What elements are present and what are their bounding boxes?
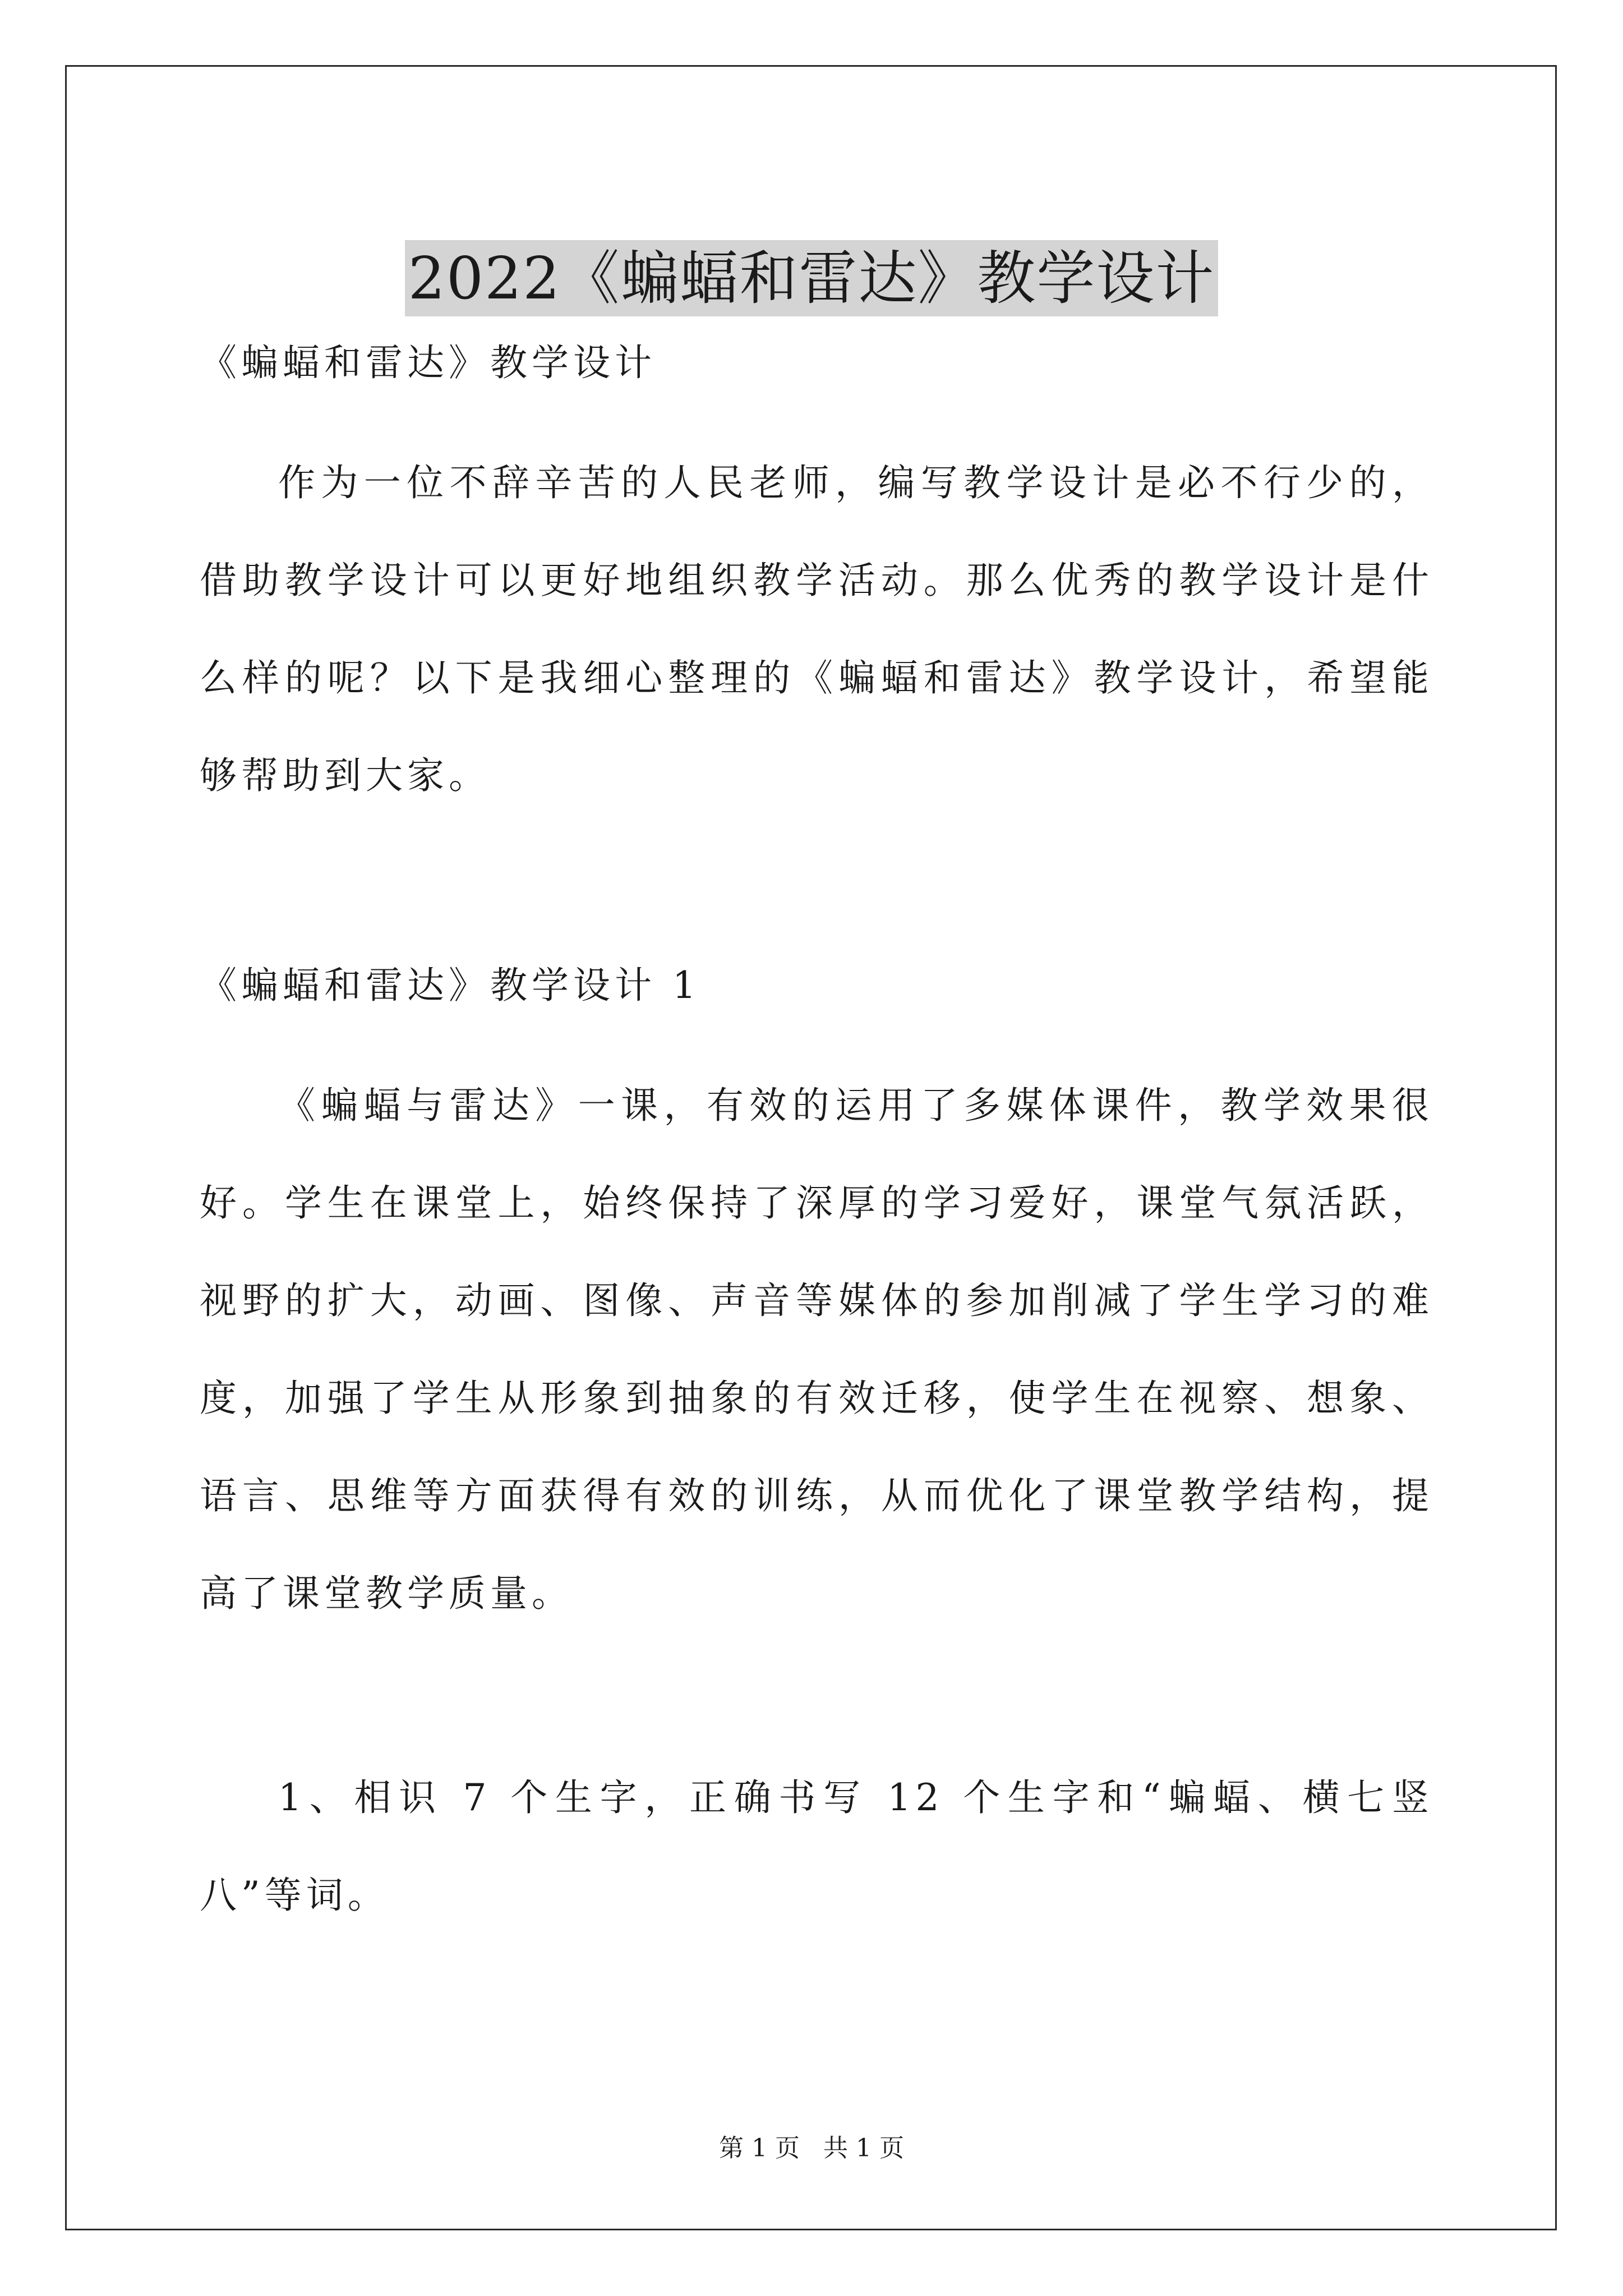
intro-paragraph: 作为一位不辞辛苦的人民老师，编写教学设计是必不行少的，借助教学设计可以更好地组织教学活动。那么优秀的教学设计是什么样的呢？以下是我细心整理的《蝙蝠和雷达》教学设计，希望能够帮助到大家。 bbox=[200, 461, 1433, 797]
section-heading: 《蝙蝠和雷达》教学设计 1 bbox=[200, 964, 700, 1007]
spacer bbox=[200, 1034, 1433, 1057]
spacer bbox=[200, 1642, 1433, 1749]
objective-item: 1、相识 7 个生字，正确书写 12 个生字和“蝙蝠、横七竖八”等词。 bbox=[200, 1776, 1433, 1917]
document-title: 2022《蝙蝠和雷达》教学设计 bbox=[405, 240, 1219, 316]
section-paragraph: 《蝙蝠与雷达》一课，有效的运用了多媒体课件，教学效果很好。学生在课堂上，始终保持了深厚的学习爱好，课堂气氛活跃，视野的扩大，动画、图像、声音等媒体的参加削减了学生学习的难度，加强了学生从形象到抽象的有效迁移，使学生在视察、想象、语言、思维等方面获得有效的训练，从而优化了课堂教学结构，提高了课堂教学质量。 bbox=[200, 1084, 1433, 1615]
spacer bbox=[200, 825, 1433, 937]
subtitle: 《蝙蝠和雷达》教学设计 bbox=[200, 341, 656, 384]
spacer bbox=[200, 412, 1433, 434]
page-footer bbox=[0, 2132, 1623, 2165]
document-body bbox=[200, 314, 1433, 1944]
page-number: 第 1 页 bbox=[719, 2134, 800, 2162]
page-total: 共 1 页 bbox=[823, 2134, 904, 2162]
